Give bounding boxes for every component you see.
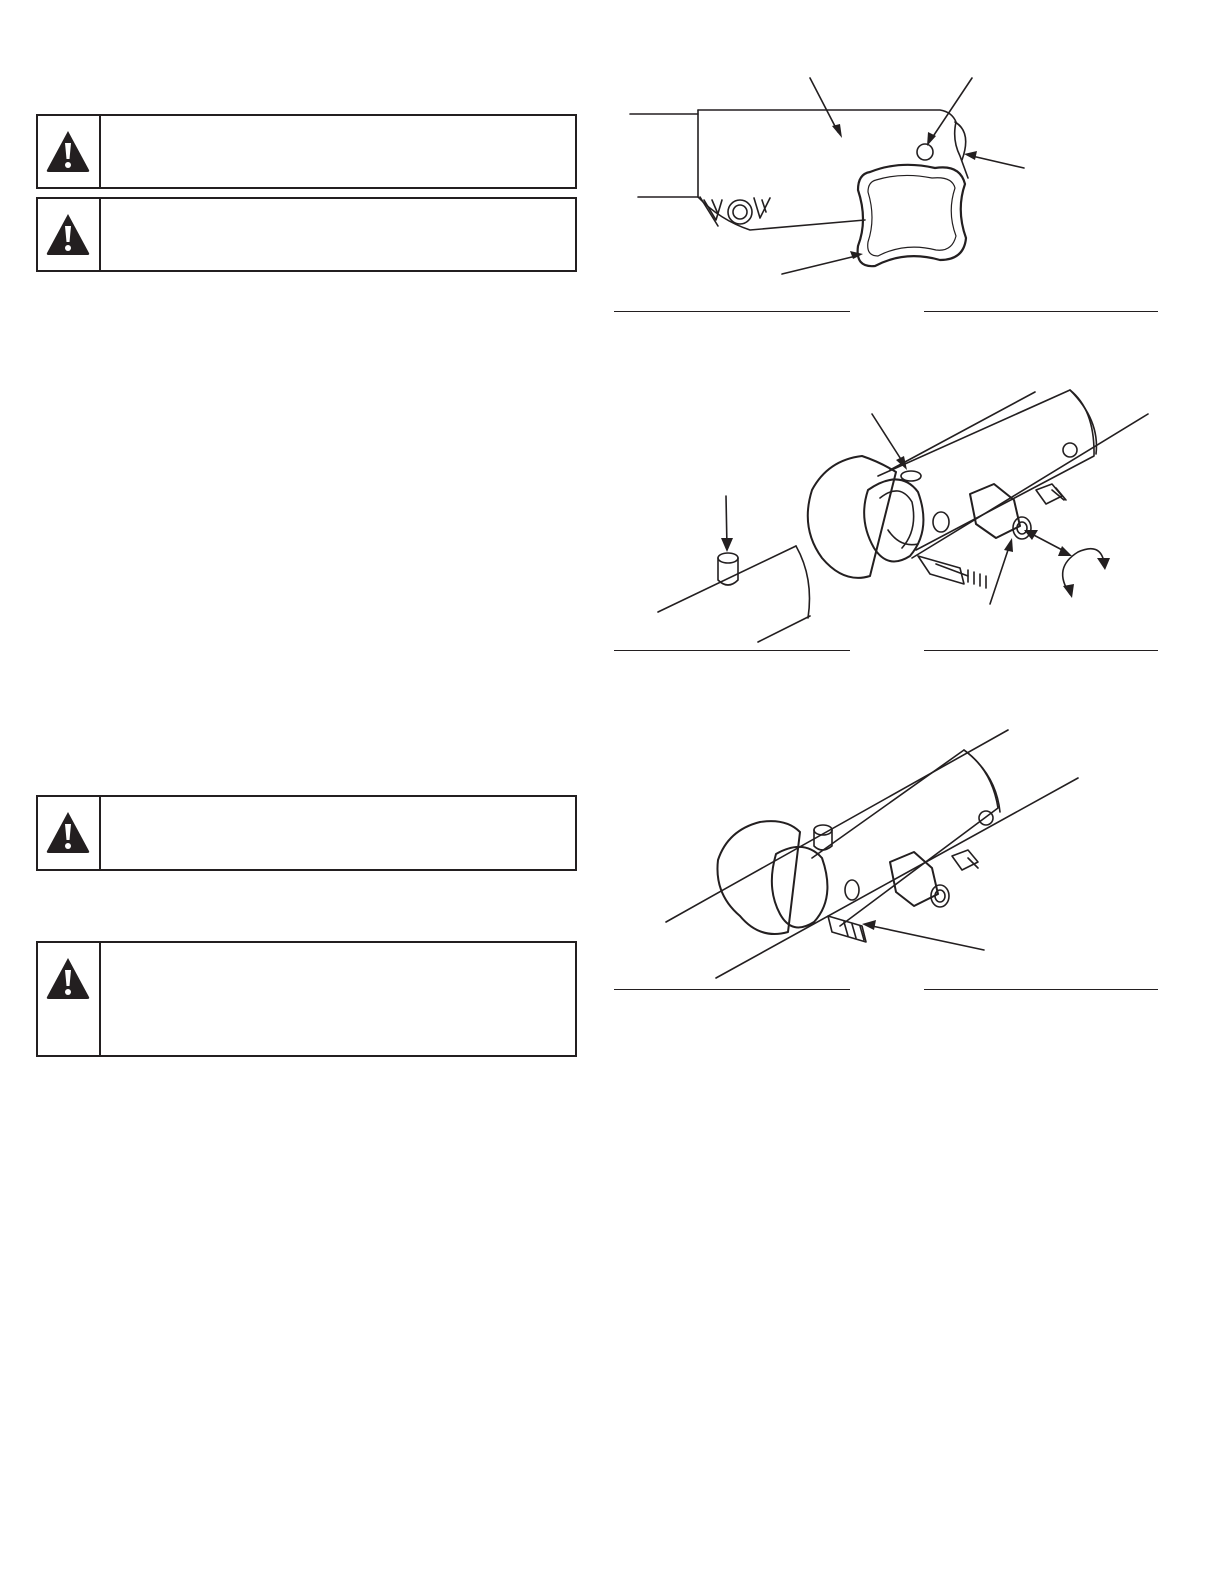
warning-triangle-icon [45, 128, 91, 174]
figure-coupler-side-view [600, 60, 1180, 320]
warning-box-3 [36, 795, 577, 871]
caption-rule-right [924, 311, 1158, 312]
caption-rule-left [614, 989, 850, 990]
warning-icon-cell [38, 116, 101, 187]
caption-rule-left [614, 650, 850, 651]
caption-rule-right [924, 989, 1158, 990]
warning-icon-cell [38, 943, 101, 1055]
warning-box-4 [36, 941, 577, 1057]
warning-triangle-icon [45, 211, 91, 257]
figure-coupler-exploded-view [600, 380, 1180, 650]
warning-triangle-icon [45, 955, 91, 1001]
warning-icon-cell [38, 797, 101, 869]
warning-box-2 [36, 197, 577, 272]
caption-rule-left [614, 311, 850, 312]
warning-icon-cell [38, 199, 101, 270]
warning-triangle-icon [45, 809, 91, 855]
caption-rule-right [924, 650, 1158, 651]
figure-coupler-assembled-view [600, 718, 1180, 993]
warning-box-1 [36, 114, 577, 189]
